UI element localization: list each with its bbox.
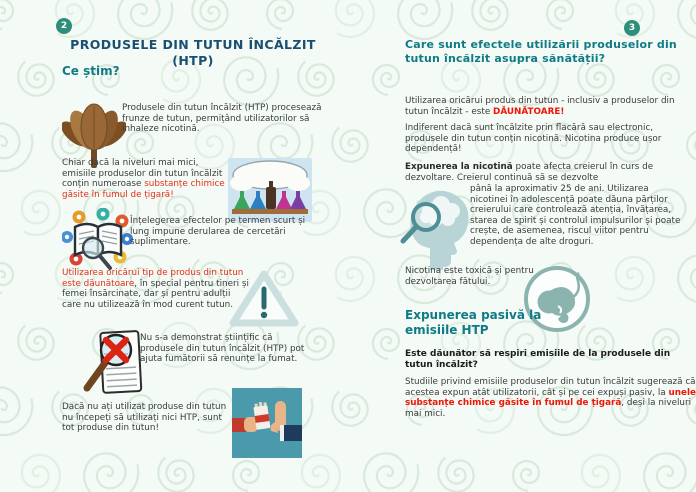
- text-emissions-warning: Chiar dacă la niveluri mai mici, emisiile produselor din tutun încălzit conțin numeroase substanțe chimice găsite în fumul de țigară!: [62, 158, 225, 200]
- passive-exposure-question: Este dăunător să respiri emisiile de la produsele din tutun încălzit?: [405, 349, 671, 370]
- main-title-line2: (HTP): [172, 52, 214, 68]
- research-book-icon: [62, 208, 134, 272]
- passive-exposure-heading: Expunerea pasivă la emisiile HTP: [405, 308, 542, 337]
- text-nicotine-fetus: Nicotina este toxică și pentru dezvoltarea fătului.: [405, 266, 534, 287]
- text-research-needed: Înțelegerea efectelor pe termen scurt și lung impune derularea de cercetări suplimentare.: [130, 216, 306, 248]
- text-any-tobacco-harmful: Utilizarea oricărui produs din tutun - inclusiv a produselor din tutun încălzit - este DĂUNĂTOARE!: [405, 96, 675, 117]
- text-htp-definition: Produsele din tutun încălzit (HTP) procesează frunze de tutun, permițând utilizatorilor să inhaleze nicotină.: [122, 103, 322, 135]
- flasks-smoke-icon: [228, 158, 312, 222]
- text-nicotine-addiction: Indiferent dacă sunt încălzite prin flacără sau electronic, produsele din tutun conțin nicotină. Nicotina produce ușor dependență!: [405, 123, 662, 155]
- text-passive-exposure-study: Studiile privind emisiile produselor din tutun încălzit sugerează că acestea expun atât utilizatorii, cât și pe cei expuși pasiv, la unele substanțe chimice găsite în fumul de țigară, deși la niveluri mai mici.: [405, 377, 696, 419]
- warning-triangle-icon: [226, 266, 302, 330]
- subtitle-question: Ce știm?: [62, 64, 120, 78]
- text-harmful-all-products: Utilizarea oricărui tip de produs din tutun este dăunătoare, în special pentru tineri și femei însărcinate, dar și pentru adulții care nu utilizează în mod curent tutun.: [62, 268, 249, 310]
- main-title-line1: PRODUSELE DIN TUTUN ÎNCĂLZIT: [70, 37, 316, 52]
- brain-magnifier-icon: [396, 180, 474, 270]
- page-number-badge-left: 2: [56, 18, 72, 34]
- text-dont-start: Dacă nu ați utilizat produse din tutun nu începeți să utilizați nici HTP, sunt tot produse din tutun!: [62, 402, 227, 434]
- page-number-badge-right: 3: [624, 20, 640, 36]
- brochure-page-right: [348, 0, 696, 492]
- health-effects-heading: Care sunt efectele utilizării produselor din tutun încălzit asupra sănătății?: [405, 38, 677, 65]
- text-nicotine-brain-intro: Expunerea la nicotină poate afecta creierul în curs de dezvoltare. Creierul continuă să se dezvolte: [405, 162, 654, 183]
- refuse-cigarettes-icon: [232, 388, 302, 458]
- text-no-cessation-evidence: Nu s-a demonstrat științific că produsele din tutun încălzit (HTP) pot ajuta fumătorii să renunțe la fumat.: [140, 333, 305, 365]
- text-nicotine-brain-rest: până la aproximativ 25 de ani. Utilizarea nicotinei în adolescență poate dăuna părților creierului care controlează atenția, învățarea, starea de spirit și controlul impulsurilor și poate crește, de asemenea, riscul viitor pentru dependența de alte droguri.: [470, 184, 681, 247]
